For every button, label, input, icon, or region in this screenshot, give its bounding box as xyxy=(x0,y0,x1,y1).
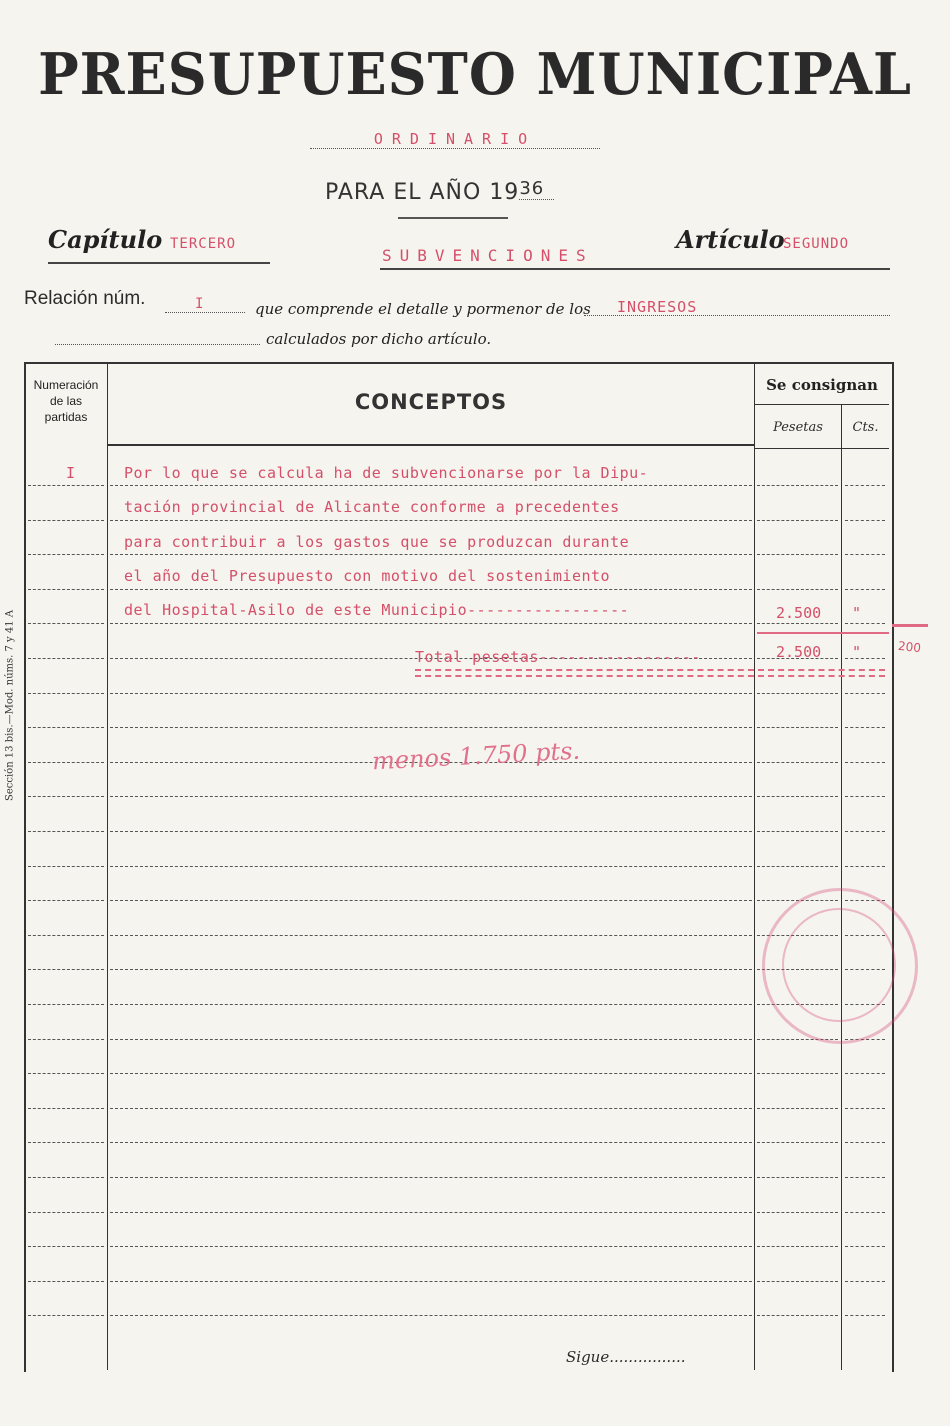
consignan-rule xyxy=(755,404,889,405)
ruled-line xyxy=(110,1315,752,1316)
articulo-underline xyxy=(655,268,890,270)
ruled-line xyxy=(757,1073,838,1074)
ruled-line xyxy=(28,935,104,936)
concept-line-4: el año del Presupuesto con motivo del sostenimiento xyxy=(124,567,611,585)
total-double-rule-1 xyxy=(415,669,885,671)
ruled-line xyxy=(845,1315,885,1316)
year-suffix: 36 xyxy=(519,178,554,200)
ruled-line xyxy=(28,727,104,728)
relacion-text: que comprende el detalle y pormenor de los xyxy=(255,300,591,318)
ruled-line xyxy=(845,1108,885,1109)
ruled-line xyxy=(757,623,838,624)
ruled-line xyxy=(845,866,885,867)
ruled-line xyxy=(28,1004,104,1005)
ruled-line xyxy=(110,1073,752,1074)
ruled-line xyxy=(845,693,885,694)
ruled-line xyxy=(28,969,104,970)
ruled-line xyxy=(28,623,104,624)
ruled-line xyxy=(757,727,838,728)
total-double-rule-2 xyxy=(415,675,885,677)
ruled-line xyxy=(110,1142,752,1143)
handwritten-note: menos 1.750 pts. xyxy=(371,736,581,776)
ruled-line xyxy=(28,866,104,867)
ruled-line xyxy=(757,693,838,694)
relacion-text-2: calculados por dicho artículo. xyxy=(266,330,492,348)
ruled-line xyxy=(757,1315,838,1316)
ruled-line xyxy=(28,693,104,694)
ruled-line xyxy=(28,1212,104,1213)
col-pesetas-header: Pesetas xyxy=(773,420,823,435)
capitulo-underline xyxy=(48,262,270,264)
ruled-line xyxy=(110,935,752,936)
ruled-line xyxy=(845,727,885,728)
concept-line-5: del Hospital-Asilo de este Municipio----------------- xyxy=(124,601,630,619)
ruled-line xyxy=(110,1004,752,1005)
ruled-line xyxy=(28,1073,104,1074)
ruled-line xyxy=(845,1281,885,1282)
margin-note: 200 xyxy=(897,638,922,656)
articulo-label: Artículo xyxy=(676,225,785,254)
col-conceptos-header: CONCEPTOS xyxy=(354,390,508,414)
col-consignan-header: Se consignan xyxy=(766,376,878,394)
relacion-label: Relación núm. xyxy=(24,288,146,309)
ruled-line xyxy=(28,762,104,763)
ruled-line xyxy=(28,589,104,590)
concept-line-1: Por lo que se calcula ha de subvencionarse por la Dipu- xyxy=(124,464,649,482)
ruled-line xyxy=(110,520,752,521)
col-divider-2 xyxy=(754,364,755,1370)
ruled-line xyxy=(757,1142,838,1143)
ruled-line xyxy=(110,727,752,728)
item-cts: " xyxy=(852,604,862,622)
year-prefix: PARA EL AÑO 19 xyxy=(325,180,520,205)
ruled-line xyxy=(757,831,838,832)
ruled-line xyxy=(110,969,752,970)
ruled-line xyxy=(757,589,838,590)
ruled-line xyxy=(845,485,885,486)
ruled-line xyxy=(845,1177,885,1178)
ruled-line xyxy=(845,762,885,763)
ruled-line xyxy=(845,1212,885,1213)
ruled-line xyxy=(757,1108,838,1109)
ruled-line xyxy=(757,762,838,763)
total-amount: 2.500 xyxy=(776,643,822,661)
articulo-value: SEGUNDO xyxy=(783,236,850,252)
document-title: PRESUPUESTO MUNICIPAL xyxy=(38,40,912,108)
ruled-line xyxy=(757,520,838,521)
ruled-line xyxy=(845,520,885,521)
ruled-line xyxy=(28,1142,104,1143)
ruled-line xyxy=(28,1246,104,1247)
ruled-line xyxy=(110,1177,752,1178)
ruled-line xyxy=(28,900,104,901)
ruled-line xyxy=(757,485,838,486)
ruled-line xyxy=(757,866,838,867)
ruled-line xyxy=(28,1177,104,1178)
relacion-line xyxy=(165,296,245,313)
partida-number: I xyxy=(66,464,76,482)
ruled-line xyxy=(28,1315,104,1316)
ruled-line xyxy=(28,1108,104,1109)
pesetas-rule xyxy=(755,448,889,449)
ruled-line xyxy=(28,831,104,832)
official-stamp-inner xyxy=(782,908,896,1022)
ruled-line xyxy=(845,796,885,797)
total-label: Total pesetas----------------- xyxy=(415,648,701,666)
capitulo-label: Capítulo xyxy=(48,225,163,254)
ruled-line xyxy=(845,623,885,624)
ruled-line xyxy=(110,589,752,590)
relacion-value: I xyxy=(195,296,204,312)
ruled-line xyxy=(110,554,752,555)
ruled-line xyxy=(110,693,752,694)
concept-line-3: para contribuir a los gastos que se produzcan durante xyxy=(124,533,630,551)
seccion-underline xyxy=(380,268,655,270)
item-amount: 2.500 xyxy=(776,604,822,622)
year-ornament xyxy=(398,217,508,219)
ruled-line xyxy=(110,485,752,486)
col-partidas-header: Numeración de las partidas xyxy=(33,378,99,424)
col-divider-3 xyxy=(841,404,842,1370)
ruled-line xyxy=(110,623,752,624)
ruled-line xyxy=(28,1281,104,1282)
ruled-line xyxy=(110,796,752,797)
ruled-line xyxy=(845,658,885,659)
ruled-line xyxy=(757,1177,838,1178)
relacion-tipo: INGRESOS xyxy=(617,298,698,316)
year-line xyxy=(325,178,554,205)
ruled-line xyxy=(110,866,752,867)
ruled-line xyxy=(757,1212,838,1213)
ruled-line xyxy=(845,1246,885,1247)
ruled-line xyxy=(845,589,885,590)
ruled-line xyxy=(757,554,838,555)
ruled-line xyxy=(757,1281,838,1282)
ruled-line xyxy=(845,1073,885,1074)
subtotal-rule xyxy=(757,632,889,634)
relacion-line-2 xyxy=(55,330,260,345)
ruled-line xyxy=(28,796,104,797)
seccion-value: SUBVENCIONES xyxy=(382,246,594,265)
ruled-line xyxy=(28,520,104,521)
ruled-line xyxy=(757,796,838,797)
total-cts: " xyxy=(852,643,862,661)
ruled-line xyxy=(110,1212,752,1213)
ruled-line xyxy=(28,554,104,555)
ruled-line xyxy=(110,1246,752,1247)
header-bottom-rule xyxy=(108,444,754,446)
ruled-line xyxy=(28,485,104,486)
ruled-line xyxy=(28,658,104,659)
margin-red-mark xyxy=(892,624,928,627)
ruled-line xyxy=(110,900,752,901)
ruled-line xyxy=(845,831,885,832)
ruled-line xyxy=(110,1039,752,1040)
side-form-reference: Sección 13 bis.—Mod. núms. 7 y 41 A xyxy=(4,610,16,801)
ruled-line xyxy=(110,1108,752,1109)
col-cts-header: Cts. xyxy=(852,420,879,435)
capitulo-value: TERCERO xyxy=(170,236,237,252)
budget-type: ORDINARIO xyxy=(373,130,537,148)
sigue-label: Sigue................ xyxy=(566,1348,686,1366)
ruled-line xyxy=(845,554,885,555)
col-divider-1 xyxy=(107,364,108,1370)
ruled-line xyxy=(28,1039,104,1040)
ruled-line xyxy=(110,831,752,832)
ruled-line xyxy=(757,1246,838,1247)
ruled-line xyxy=(110,1281,752,1282)
ruled-line xyxy=(845,1142,885,1143)
concept-line-2: tación provincial de Alicante conforme a precedentes xyxy=(124,498,620,516)
